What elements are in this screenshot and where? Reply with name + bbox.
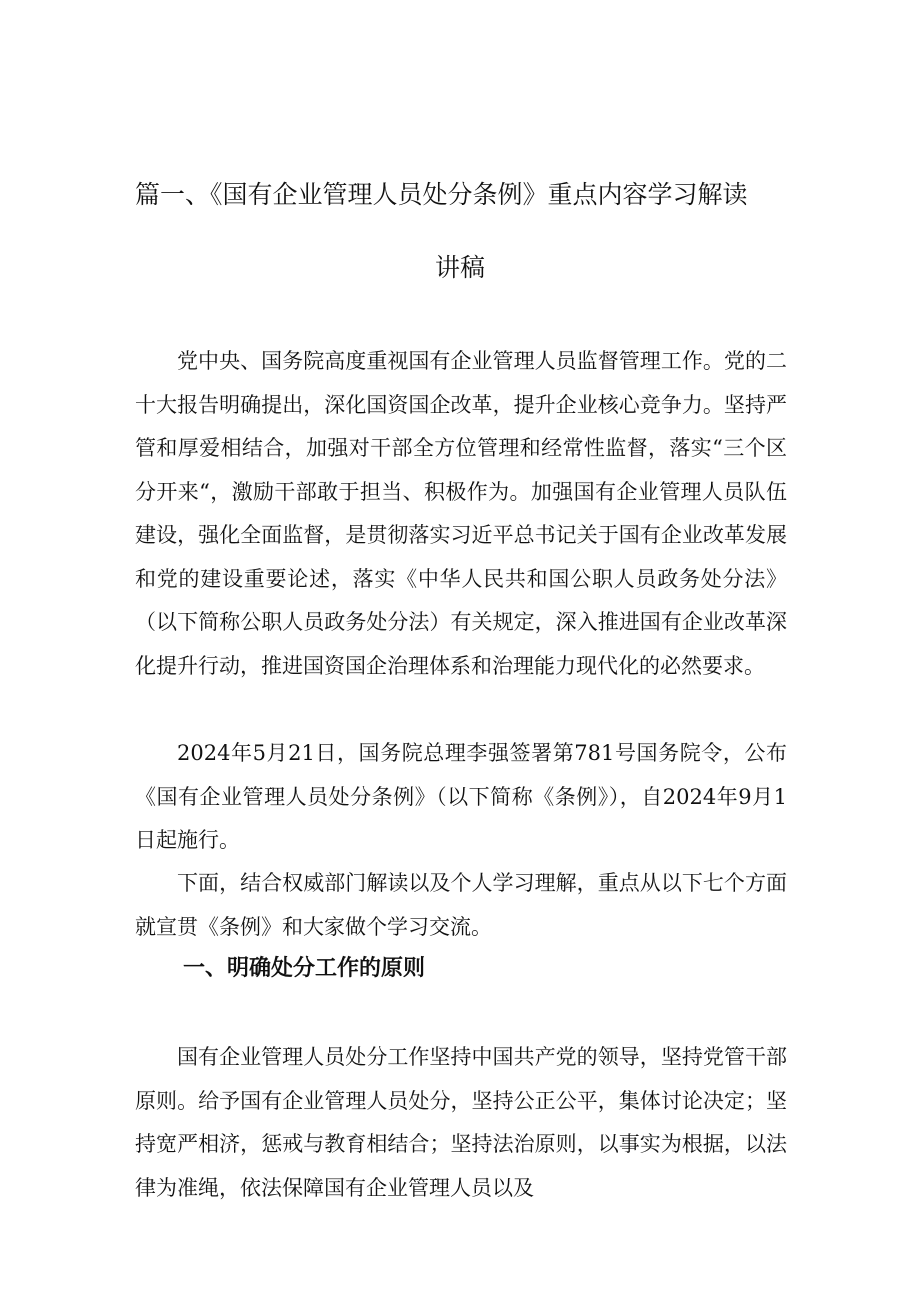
paragraph-intro: 党中央、国务院高度重视国有企业管理人员监督管理工作。党的二十大报告明确提出，深化国资国企改革，提升企业核心竞争力。坚持严管和厚爱相结合，加强对干部全方位管理和经常性监督，落实“三个区分开来“，激励干部敢于担当、积极作为。加强国有企业管理人员队伍建设，强化全面监督，是贯彻落实习近平总书记关于国有企业改革发展和党的建设重要论述，落实《中华人民共和国公职人员政务处分法》（以下简称公职人员政务处分法）有关规定，深入推进国有企业改革深化提升行动，推进国资国企治理体系和治理能力现代化的必然要求。	[135, 349, 787, 678]
document-title-line-2: 讲稿	[434, 253, 485, 282]
paragraph-announcement: 2024年5月21日，国务院总理李强签署第781号国务院令，公布《国有企业管理人员处分条例》（以下简称《条例》），自2024年9月1日起施行。	[135, 741, 787, 852]
document-title-line-1: 篇一、《国有企业管理人员处分条例》重点内容学习解读	[135, 180, 748, 209]
paragraph-overview: 下面，结合权威部门解读以及个人学习理解，重点从以下七个方面就宣贯《条例》和大家做个学习交流。	[135, 871, 787, 939]
paragraph-principles: 国有企业管理人员处分工作坚持中国共产党的领导，坚持党管干部原则。给予国有企业管理人员处分，坚持公正公平，集体讨论决定；坚持宽严相济，惩戒与教育相结合；坚持法治原则，以事实为根据，以法律为准绳，依法保障国有企业管理人员以及	[135, 1045, 787, 1200]
section-heading-principles: 一、明确处分工作的原则	[183, 956, 426, 981]
